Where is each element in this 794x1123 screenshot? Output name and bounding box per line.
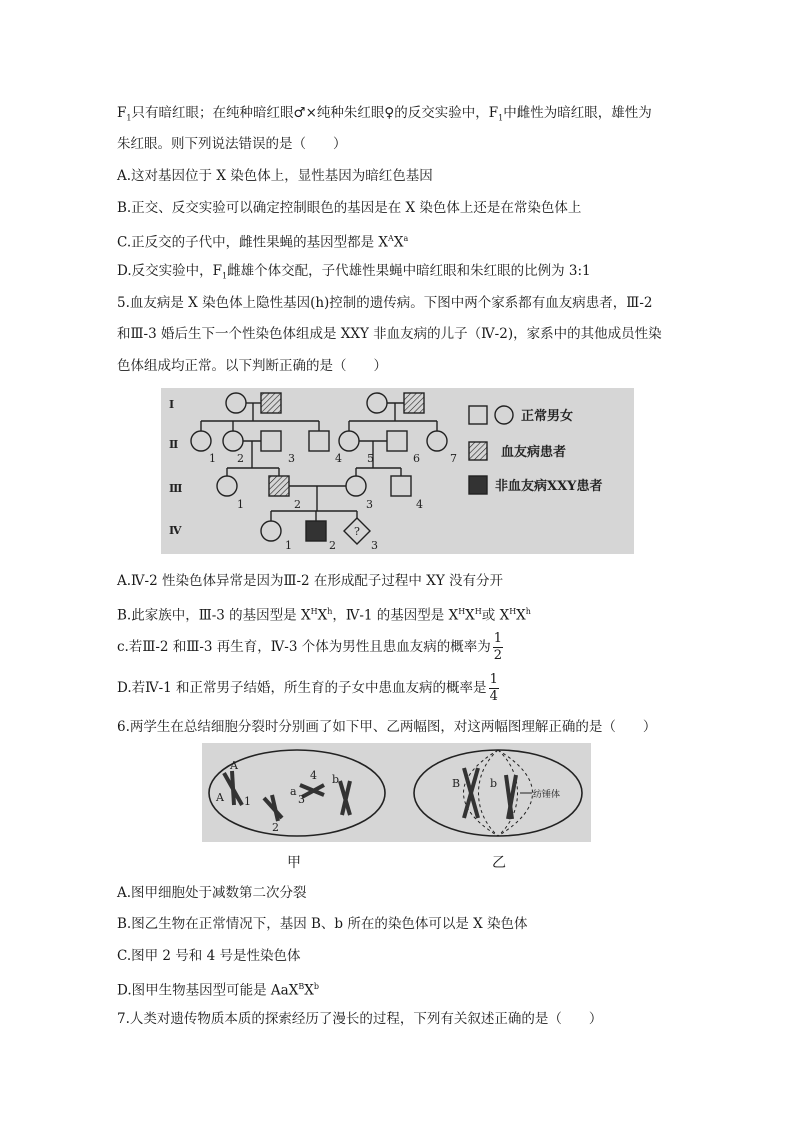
ped-ii-3 xyxy=(261,431,281,451)
legend-normal-label: 正常男女 xyxy=(521,409,574,424)
ped-i-male-hemophilia-left xyxy=(261,393,281,413)
legend-hemophilia-swatch xyxy=(469,442,487,460)
ped-iv-3-question: ? xyxy=(354,525,360,538)
legend-circle-normal xyxy=(495,406,513,424)
ped-i-female-left xyxy=(226,393,246,413)
cell-division-drawing xyxy=(202,743,591,842)
ped-iii-2 xyxy=(269,476,289,496)
label-B: B xyxy=(452,777,461,790)
q4-option-c: C.正反交的子代中，雌性果蝇的基因型都是 $X^AX^a$ xyxy=(117,234,409,251)
pedigree-chart xyxy=(161,388,634,554)
ped-num-ii-7: 7 xyxy=(450,452,457,465)
pedigree-figure xyxy=(161,388,634,554)
q5-option-d: D.若Ⅳ-1 和正常男子结婚，所生育的子女中患血友病的概率是 $\frac{1}{4}$ xyxy=(117,672,498,704)
legend-square-normal xyxy=(469,406,487,424)
ped-ii-4 xyxy=(309,431,329,451)
caption-yi: 乙 xyxy=(492,855,506,871)
label-spindle: 纺锤体 xyxy=(533,790,561,800)
ped-iv-2-xxy xyxy=(306,521,326,541)
ped-iii-4 xyxy=(391,476,411,496)
legend-xxy-label: 非血友病XXY患者 xyxy=(495,479,603,494)
ped-num-iv-3: 3 xyxy=(371,539,378,552)
label-A1: A xyxy=(230,759,238,772)
q6-option-a: A.图甲细胞处于减数第二次分裂 xyxy=(117,885,307,901)
ped-num-iv-1: 1 xyxy=(285,539,292,552)
ped-num-ii-2: 2 xyxy=(237,452,244,465)
label-b2: b xyxy=(490,777,498,790)
ped-num-ii-6: 6 xyxy=(413,452,420,465)
ped-ii-5 xyxy=(339,431,359,451)
ped-i-female-right xyxy=(367,393,387,413)
ped-num-ii-4: 4 xyxy=(335,452,342,465)
label-b1: b xyxy=(332,773,340,786)
ped-num-iv-2: 2 xyxy=(329,539,336,552)
q5-option-c: c.若Ⅲ-2 和Ⅲ-3 再生育，Ⅳ-3 个体为男性且患血友病的概率为 $\frac{1}{2}$ xyxy=(117,631,502,663)
fraction-one-half: $\frac{1}{2}$ xyxy=(493,631,502,663)
label-n3: 3 xyxy=(298,793,305,806)
ped-num-iii-4: 4 xyxy=(416,498,423,511)
caption-jia: 甲 xyxy=(287,855,301,871)
q4-option-d: D.反交实验中，$F_1$雌雄个体交配，子代雄性果蝇中暗红眼和朱红眼的比例为 3:1 xyxy=(117,263,591,281)
q5-option-b: B.此家族中，Ⅲ-3 的基因型是 $X^HX^h$，Ⅳ-1 的基因型是 $X^HX^H$或 $X^HX^h$ xyxy=(117,607,531,624)
q5-stem-line3: 色体组成均正常。以下判断正确的是（ ） xyxy=(117,358,387,374)
ped-num-iii-3: 3 xyxy=(366,498,373,511)
ped-ii-1 xyxy=(191,431,211,451)
q4-option-b: B.正交、反交实验可以确定控制眼色的基因是在 X 染色体上还是在常染色体上 xyxy=(117,200,582,216)
ped-num-ii-1: 1 xyxy=(209,452,216,465)
ped-iv-1 xyxy=(261,521,281,541)
legend-hemophilia-label: 血友病患者 xyxy=(501,445,567,460)
ped-num-ii-5: 5 xyxy=(367,452,374,465)
gen-label-2: Ⅱ xyxy=(169,438,179,451)
q6-stem: 6.两学生在总结细胞分裂时分别画了如下甲、乙两幅图，对这两幅图理解正确的是（ ） xyxy=(117,719,657,735)
legend-xxy-swatch xyxy=(469,476,487,494)
q4-option-a: A.这对基因位于 X 染色体上，显性基因为暗红色基因 xyxy=(117,168,433,184)
cell-division-figure xyxy=(202,743,591,842)
label-n1: 1 xyxy=(244,795,251,808)
q6-option-c: C.图甲 2 号和 4 号是性染色体 xyxy=(117,948,301,964)
label-n4: 4 xyxy=(310,769,317,782)
q5-option-a: A.Ⅳ-2 性染色体异常是因为Ⅲ-2 在形成配子过程中 XY 没有分开 xyxy=(117,573,504,589)
q5-stem-line1: 5.血友病是 X 染色体上隐性基因(h)控制的遗传病。下图中两个家系都有血友病患者，Ⅲ-2 xyxy=(117,295,653,311)
label-a: a xyxy=(290,785,297,798)
ped-iii-3 xyxy=(346,476,366,496)
q6-option-b: B.图乙生物在正常情况下，基因 B、b 所在的染色体可以是 X 染色体 xyxy=(117,916,528,932)
q5-stem-line2: 和Ⅲ-3 婚后生下一个性染色体组成是 XXY 非血友病的儿子（Ⅳ-2)，家系中的其他成员性染 xyxy=(117,326,662,342)
ped-i-male-hemophilia-right xyxy=(404,393,424,413)
ped-iii-1 xyxy=(217,476,237,496)
q6-option-d: D.图甲生物基因型可能是 $AaX^BX^b$ xyxy=(117,982,319,999)
cell-yi-chromosomes xyxy=(464,768,516,819)
gen-label-1: Ⅰ xyxy=(169,398,175,411)
ped-ii-6 xyxy=(387,431,407,451)
q4-line1: $F_1$只有暗红眼；在纯种暗红眼♂×纯种朱红眼♀的反交实验中，$F_1$中雌性为暗红眼，雄性为 xyxy=(117,105,652,123)
ped-num-iii-2: 2 xyxy=(294,498,301,511)
q4-line2: 朱红眼。则下列说法错误的是（ ） xyxy=(117,136,347,152)
ped-num-ii-3: 3 xyxy=(288,452,295,465)
label-n2: 2 xyxy=(272,821,279,834)
gen-label-3: Ⅲ xyxy=(169,482,183,495)
label-A2: A xyxy=(216,791,224,804)
q7-stem: 7.人类对遗传物质本质的探索经历了漫长的过程，下列有关叙述正确的是（ ） xyxy=(117,1011,603,1027)
fraction-one-quarter: $\frac{1}{4}$ xyxy=(489,672,498,704)
ped-ii-7 xyxy=(427,431,447,451)
ped-ii-2 xyxy=(223,431,243,451)
ped-num-iii-1: 1 xyxy=(237,498,244,511)
gen-label-4: Ⅳ xyxy=(169,524,182,537)
